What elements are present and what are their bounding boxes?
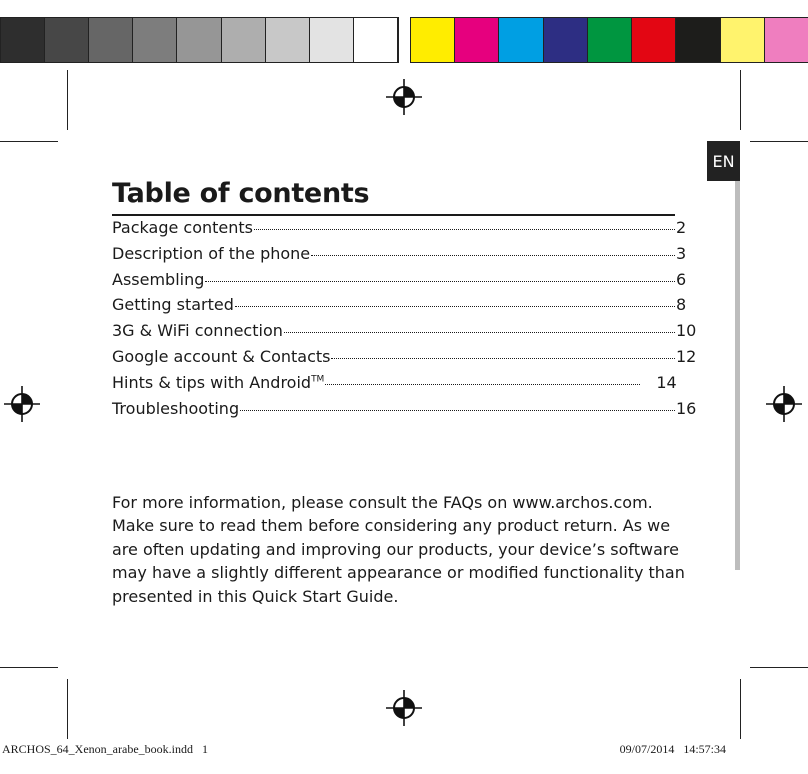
slug-filename: ARCHOS_64_Xenon_arabe_book.indd 1 bbox=[2, 742, 208, 756]
gray-swatch bbox=[177, 18, 221, 62]
toc-entry-label: Assembling bbox=[112, 269, 205, 289]
gray-swatch bbox=[354, 18, 398, 62]
toc-leader-dots bbox=[205, 281, 675, 282]
registration-mark-icon bbox=[2, 384, 42, 424]
table-of-contents bbox=[112, 218, 698, 424]
toc-entry-label: Getting started bbox=[112, 295, 234, 315]
gray-swatch bbox=[310, 18, 354, 62]
toc-leader-dots bbox=[284, 332, 675, 333]
toc-leader-dots bbox=[254, 229, 675, 230]
crop-mark bbox=[740, 70, 741, 130]
registration-mark-icon bbox=[764, 384, 804, 424]
toc-entry[interactable] bbox=[112, 321, 698, 347]
toc-entry-label: 3G & WiFi connection bbox=[112, 321, 283, 341]
crop-mark bbox=[740, 679, 741, 739]
toc-entry-label: Troubleshooting bbox=[112, 398, 240, 418]
crop-mark bbox=[750, 141, 808, 142]
toc-entry[interactable] bbox=[112, 270, 698, 296]
crop-mark bbox=[67, 70, 68, 130]
color-swatch bbox=[632, 18, 676, 62]
crop-mark bbox=[0, 141, 58, 142]
toc-entry-label: Package contents bbox=[112, 218, 253, 237]
language-tab: EN bbox=[707, 141, 740, 181]
toc-leader-dots bbox=[235, 306, 675, 307]
registration-mark-icon bbox=[384, 77, 424, 117]
side-rule bbox=[735, 181, 740, 570]
toc-entry-page: 16 bbox=[676, 398, 697, 418]
registration-mark-icon bbox=[384, 688, 424, 728]
trademark-superscript: TM bbox=[311, 374, 325, 385]
toc-entry-label: Google account & Contacts bbox=[112, 346, 331, 366]
color-swatch bbox=[499, 18, 543, 62]
title-underline bbox=[112, 214, 675, 216]
toc-entry[interactable] bbox=[112, 295, 698, 321]
toc-leader-dots bbox=[325, 384, 640, 385]
toc-entry-page: 8 bbox=[676, 295, 687, 315]
crop-mark bbox=[750, 667, 808, 668]
toc-leader-dots bbox=[331, 358, 675, 359]
gray-swatch bbox=[266, 18, 310, 62]
color-swatch bbox=[544, 18, 588, 62]
color-swatch bbox=[455, 18, 499, 62]
toc-entry[interactable] bbox=[112, 244, 698, 270]
toc-entry-page: 10 bbox=[676, 321, 697, 341]
color-swatch bbox=[411, 18, 455, 62]
gray-swatch bbox=[45, 18, 89, 62]
color-swatch bbox=[676, 18, 720, 62]
toc-entry-label: Description of the phone bbox=[112, 243, 311, 263]
toc-leader-dots bbox=[240, 410, 675, 411]
toc-entry[interactable] bbox=[112, 218, 698, 244]
toc-entry-page: 2 bbox=[676, 218, 687, 237]
toc-entry-page: 6 bbox=[676, 269, 687, 289]
gray-swatch bbox=[222, 18, 266, 62]
crop-mark bbox=[0, 667, 58, 668]
toc-entry-page: 14 bbox=[656, 372, 677, 392]
toc-leader-dots bbox=[311, 255, 675, 256]
slug-datetime: 09/07/2014 14:57:34 bbox=[619, 742, 726, 756]
toc-entry[interactable] bbox=[112, 347, 698, 373]
grayscale-calibration-bar bbox=[0, 17, 399, 63]
color-swatch bbox=[588, 18, 632, 62]
color-swatch bbox=[721, 18, 765, 62]
toc-entry-page: 3 bbox=[676, 243, 687, 263]
color-swatch bbox=[765, 18, 808, 62]
info-paragraph: For more information, please consult the FAQs on www.archos.com. Make sure to read them before considering any product return. As we are often updating and improving our products, your device’s software may have a slightly different appearance or modified functionality than presented in this Quick Start Guide. bbox=[112, 493, 685, 606]
toc-entry[interactable] bbox=[112, 373, 698, 399]
gray-swatch bbox=[89, 18, 133, 62]
page-title: Table of contents bbox=[112, 178, 370, 209]
color-calibration-bar bbox=[410, 17, 808, 63]
toc-entry-label-text: Hints & tips with Android bbox=[112, 372, 312, 392]
crop-mark bbox=[67, 679, 68, 739]
gray-swatch bbox=[1, 18, 45, 62]
toc-entry-label bbox=[112, 373, 324, 392]
toc-entry-page: 12 bbox=[676, 346, 697, 366]
toc-entry[interactable] bbox=[112, 399, 698, 425]
gray-swatch bbox=[133, 18, 177, 62]
